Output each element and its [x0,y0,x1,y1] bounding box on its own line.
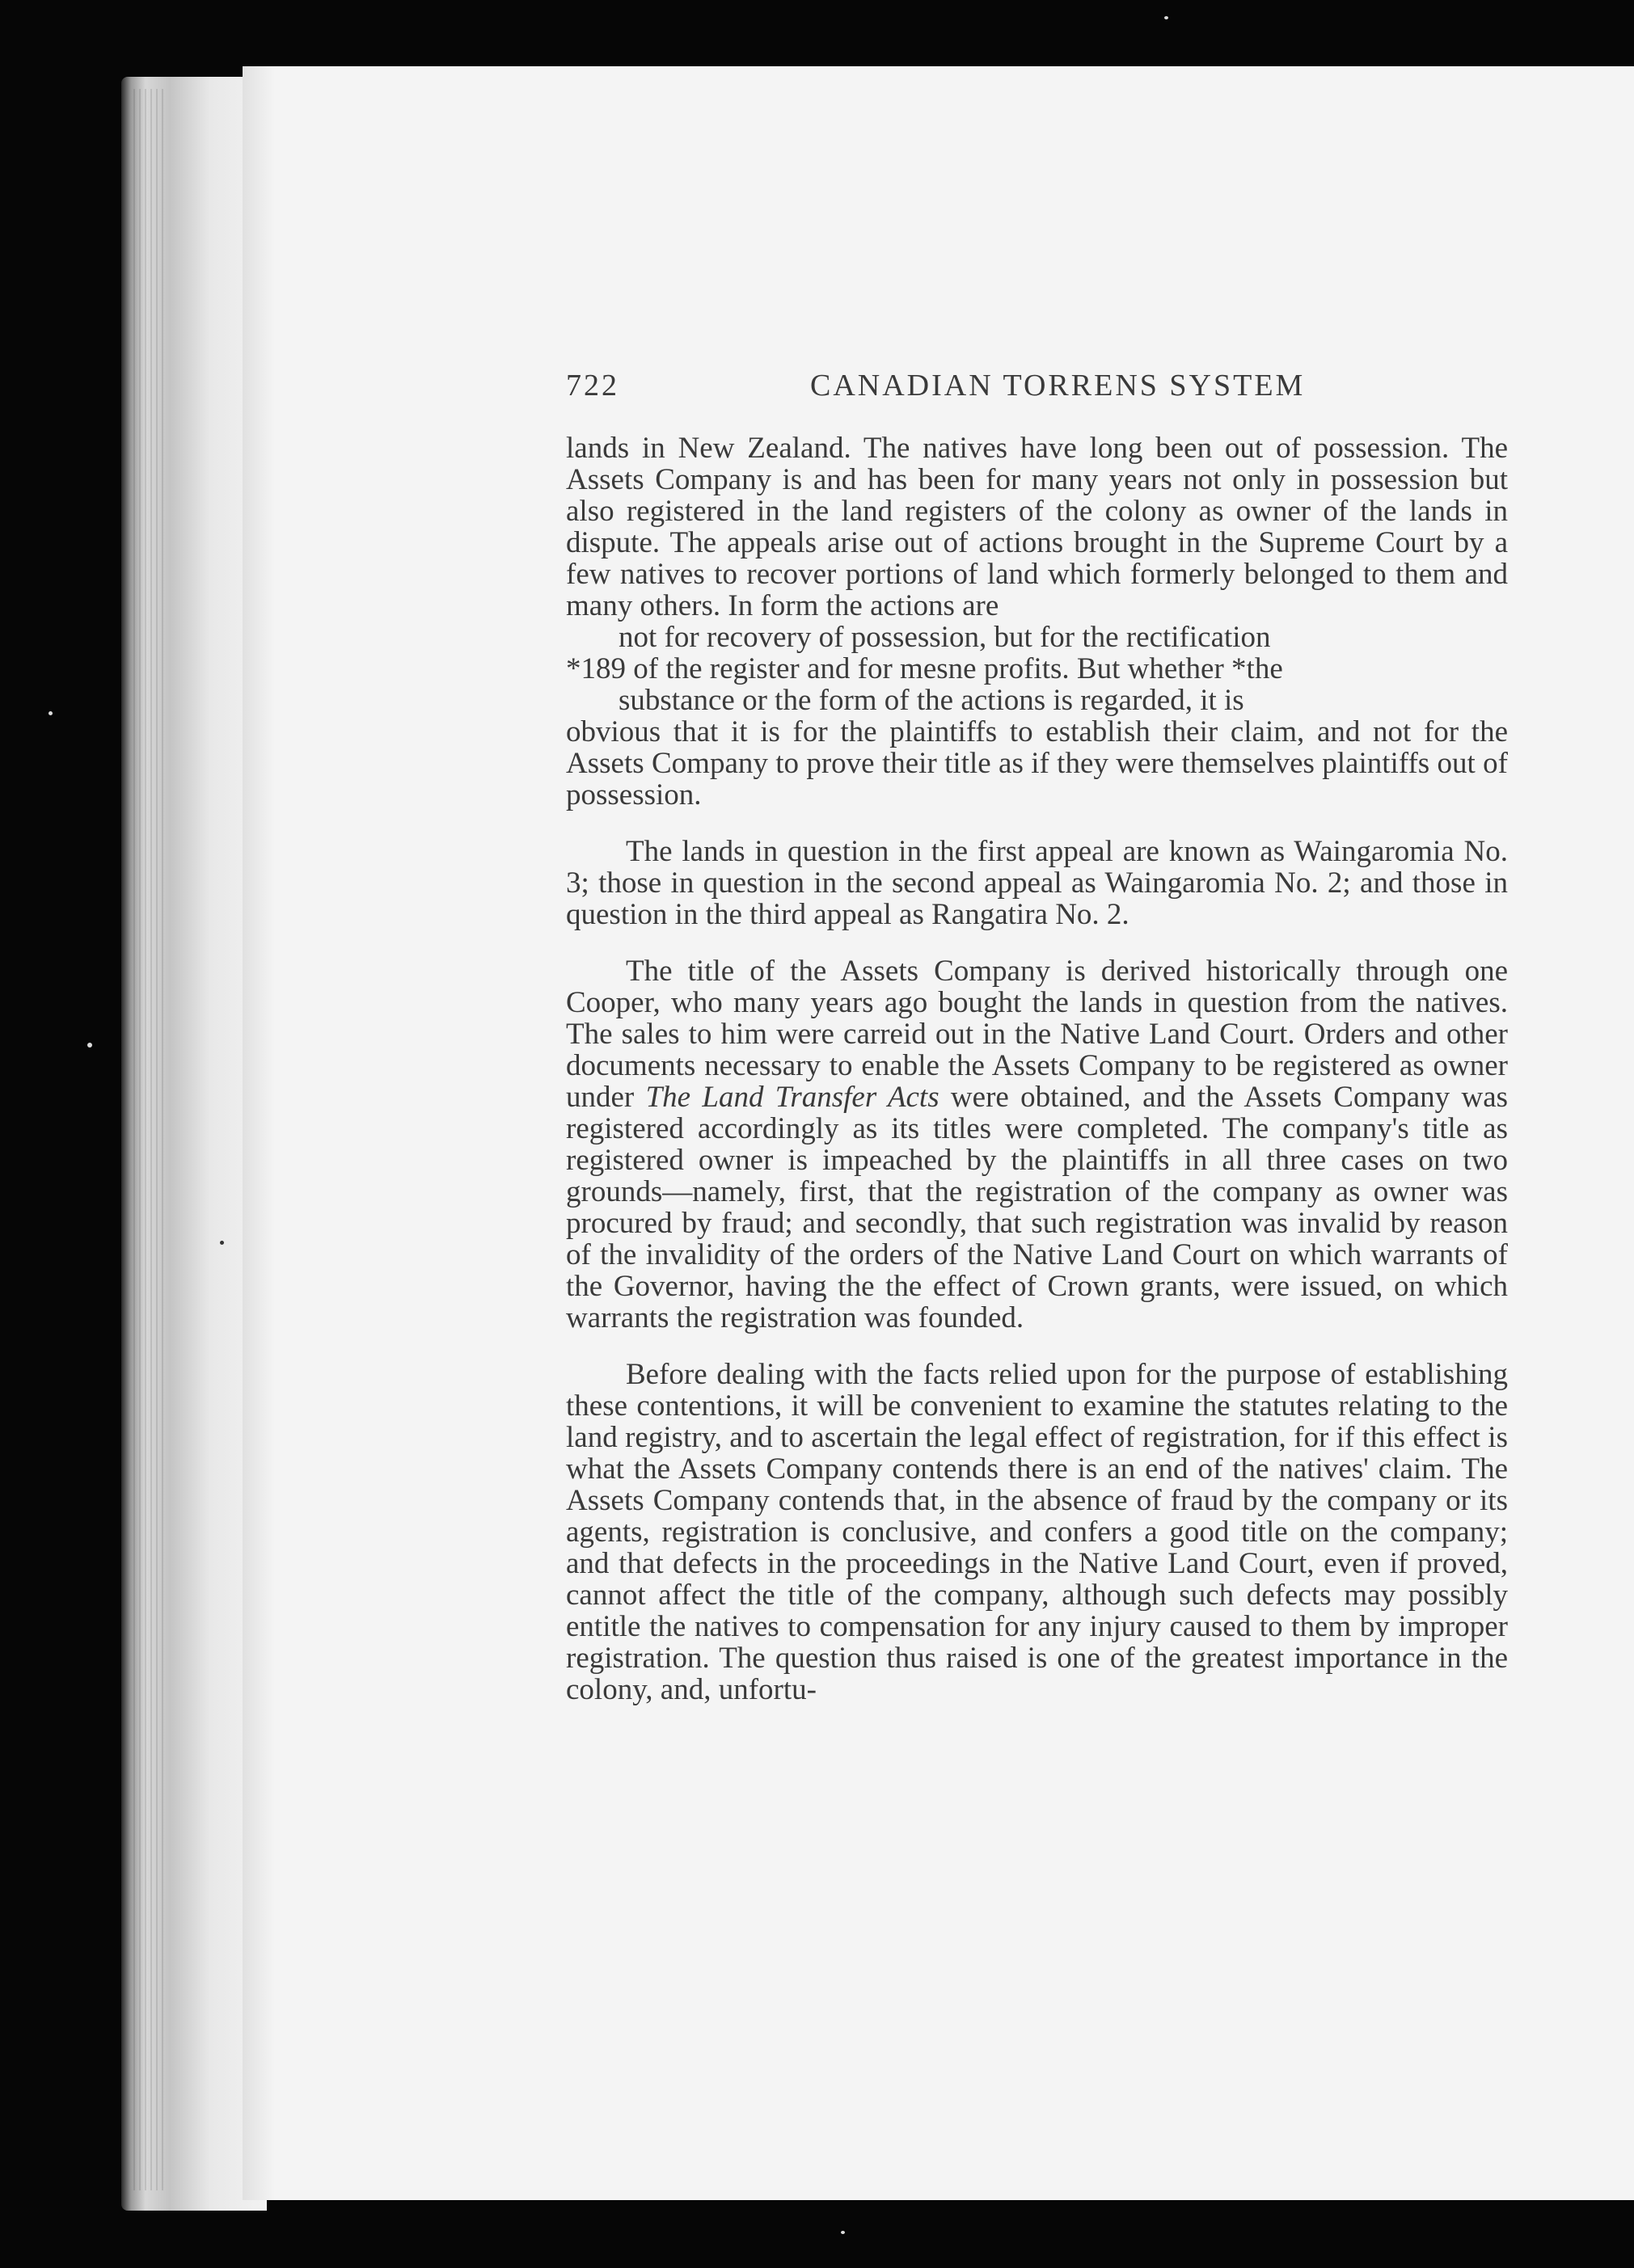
act-title-italic: The Land Transfer Acts [645,1081,939,1114]
body-text [566,432,1508,1705]
dust-speck [841,2231,845,2234]
paragraph-3 [566,955,1508,1334]
paragraph-4: Before dealing with the facts relied upon for the purpose of establishing these contentions, it will be convenient to examine the statutes relating to the land registry, and to ascertain the legal effect of registration, for if this effect is what the Assets Company contends there is an end of the natives' claim. The Assets Company contends that, in the absence of fraud by the company or its agents, registration is conclusive, and confers a good title on the company; and that defects in the proceedings in the Native Land Court, even if proved, cannot affect the title of the company, although such defects may possibly entitle the natives to compensation for any injury caused to them by improper registration. The question thus raised is one of the greatest importance in the colony, and, unfortu- [566,1358,1508,1706]
page-number: 722 [566,369,619,403]
dust-speck [1164,16,1168,19]
dust-speck [220,1241,224,1245]
paragraph-3-text: were obtained, and the Assets Company was registered accordingly as its titles were completed. The company's title as registered owner is impeached by the plaintiffs in all three cases on two grounds—namely, first, that the registration of the company as owner was procured by fraud; and secondly, that such registration was invalid by reason of the invalidity of the orders of the Native Land Court on which warrants of the Governor, having the the effect of Crown grants, were issued, on which warrants the registration was founded. [566,1081,1509,1334]
dust-speck [87,1043,92,1048]
paragraph-1-text: obvious that it is for the plaintiffs to establish their claim, and not for the Assets Company to prove their title as if they were themselves plaintiffs out of possession. [566,715,1508,812]
paragraph-1-line: not for recovery of possession, but for the rectification [619,621,1271,654]
paragraph-1 [566,432,1508,811]
page-edge-lines [133,89,166,2190]
star-page-reference-line [566,653,1508,685]
paragraph-1-line: of the register and for mesne profits. But whether *the [633,652,1283,685]
star-page-marker: *189 [566,652,626,685]
paragraph-1-line: substance or the form of the actions is regarded, it is [619,684,1244,717]
paragraph-3-text: The title of the Assets Company is derived historically through one Cooper, who many years ago bought the lands in question from the natives. The sales to him were carreid out in the Native Land Court. Orders and other documents necessary to enable the Assets Company to be registered as owner under [566,955,1508,1114]
dust-speck [49,711,53,715]
running-title: CANADIAN TORRENS SYSTEM [810,369,1306,403]
page-gutter-shadow [243,66,275,2200]
paragraph-1-text: lands in New Zealand. The natives have long been out of possession. The Assets Company is and has been for many years not only in possession but also registered in the land registers of the colony as owner of the lands in dispute. The appeals arise out of actions brought in the Supreme Court by a few natives to recover portions of land which formerly belonged to them and many others. In form the actions are [566,432,1508,622]
paragraph-2: The lands in question in the first appeal are known as Waingaromia No. 3; those in question in the second appeal as Waingaromia No. 2; and those in question in the third appeal as Rangatira No. 2. [566,835,1508,931]
page-text-block [566,368,1508,1705]
running-head [566,368,1508,416]
